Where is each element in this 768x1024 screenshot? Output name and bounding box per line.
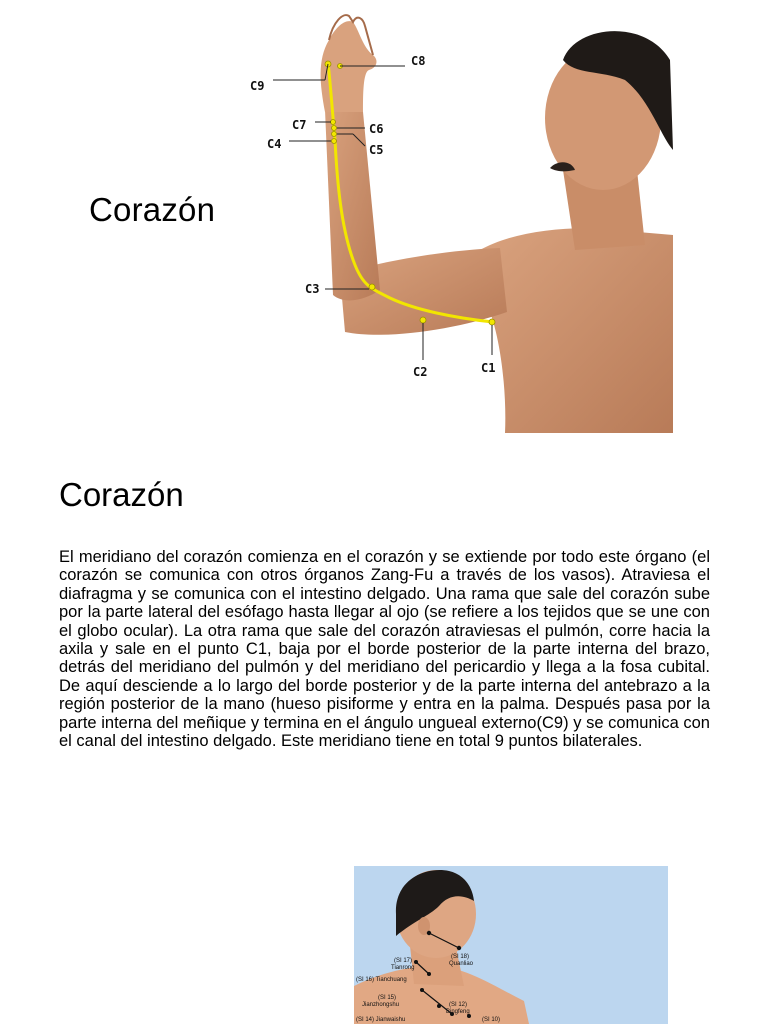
point-c3 xyxy=(369,284,375,290)
label-c2: C2 xyxy=(413,365,428,379)
label-c6: C6 xyxy=(369,122,384,136)
label-c1: C1 xyxy=(481,361,496,375)
section-title: Corazón xyxy=(59,476,184,513)
label-c7: C7 xyxy=(292,118,307,132)
label-c4: C4 xyxy=(267,137,282,151)
point-c7 xyxy=(331,120,336,125)
point-c5 xyxy=(332,132,337,137)
label-quanliao: Quanliao xyxy=(449,961,474,967)
torso-shape xyxy=(480,228,673,433)
label-si17: (SI 17) xyxy=(394,958,413,964)
label-tianrong: Tianrong xyxy=(391,965,415,971)
label-c3: C3 xyxy=(305,282,320,296)
label-si18: (SI 18) xyxy=(451,954,470,960)
label-si12: (SI 12) xyxy=(449,1002,468,1008)
label-c8: C8 xyxy=(411,54,426,68)
point-c2 xyxy=(420,317,426,323)
body-paragraph: El meridiano del corazón comienza en el corazón y se extiende por todo este órgano (el corazón se comunica con otros órganos Zang-Fu a través de los vasos). Atraviesa el diafragma y se comunica con el intestino delgado. Una rama que sale del corazón sube por la parte lateral del esófago hasta llegar al ojo (se refiere a los tejidos que se une con el globo ocular). La otra rama que sale del corazón atraviesas el pulmón, corre hacia la axila y sale en el punto C1, baja por el borde posterior de la parte interna del brazo, detrás del meridiano del pulmón y del meridiano del pericardio y llega a la fosa cubital. De aquí desciende a lo largo del borde posterior y de la parte interna del antebrazo a la región posterior de la mano (hueso pisiforme y entra en la palma. Después pasa por la parte interna del meñique y termina en el ángulo ungueal externo(C9) y se comunica con el canal del intestino delgado. Este meridiano tiene en total 9 puntos bilaterales. xyxy=(59,548,710,751)
label-si10: (SI 10) xyxy=(482,1017,501,1023)
arm-meridian-figure xyxy=(245,0,673,433)
label-jianzhongshu: Jianzhongshu xyxy=(362,1002,400,1008)
label-si14: (SI 14) Jianwaishu xyxy=(356,1017,406,1023)
label-c9: C9 xyxy=(250,79,265,93)
label-si16: (SI 16) Tianchuang xyxy=(356,977,407,983)
point-c6 xyxy=(332,126,337,131)
label-bingfeng: Bingfeng xyxy=(446,1009,470,1015)
point-c4 xyxy=(332,139,337,144)
point-c1 xyxy=(489,319,495,325)
figure-title: Corazón xyxy=(89,191,216,228)
label-c5: C5 xyxy=(369,143,384,157)
neck-points-figure xyxy=(354,866,668,1024)
label-si15: (SI 15) xyxy=(378,995,397,1001)
